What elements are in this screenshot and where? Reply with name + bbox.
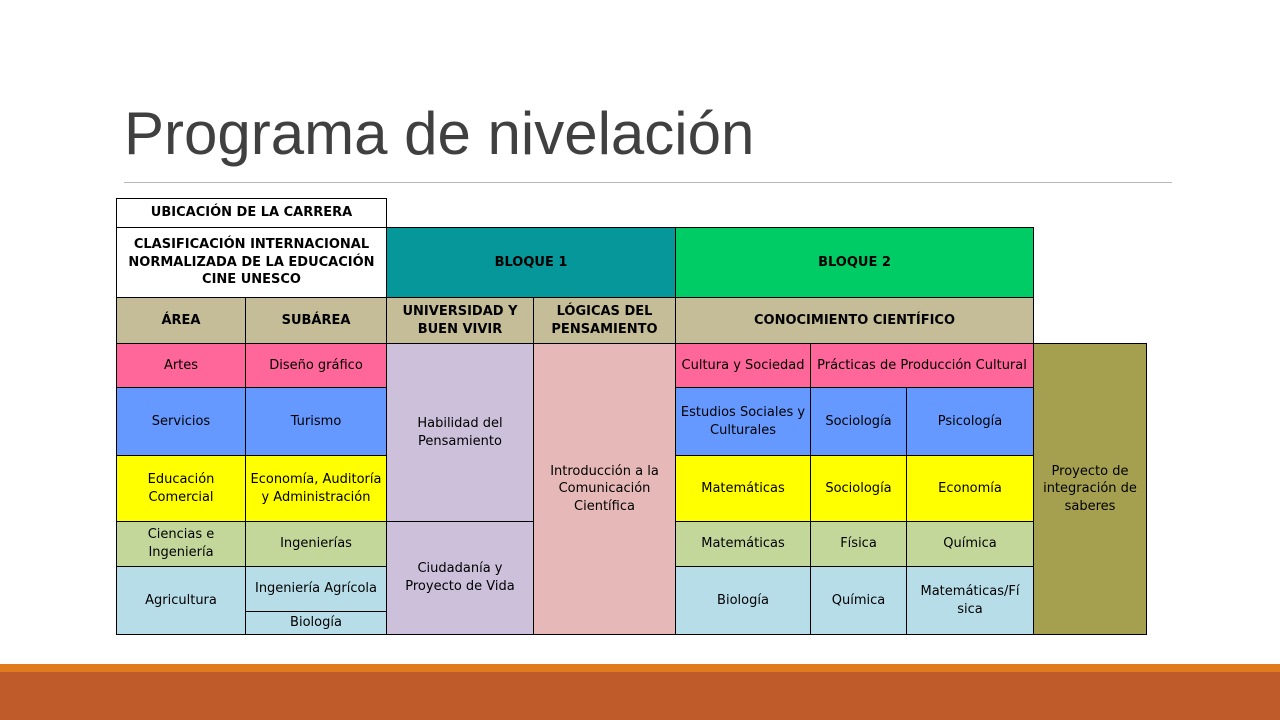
subject-cell: Cultura y Sociedad (676, 344, 811, 388)
clasificacion-header: CLASIFICACIÓN INTERNACIONAL NORMALIZADA DE LA EDUCACIÓN CINE UNESCO (117, 228, 387, 298)
area-cell: Servicios (117, 388, 246, 456)
subject-cell: Matemáticas/Fí sica (907, 567, 1034, 635)
title-divider (124, 182, 1172, 183)
subject-cell: Química (811, 567, 907, 635)
subarea-header: SUBÁREA (246, 298, 387, 344)
slide-title: Programa de nivelación (124, 100, 755, 167)
subject-cell: Matemáticas (676, 522, 811, 567)
program-table (116, 198, 1147, 635)
subject-cell: Economía (907, 456, 1034, 522)
logicas-header: LÓGICAS DEL PENSAMIENTO (534, 298, 676, 344)
subject-cell: Prácticas de Producción Cultural (811, 344, 1034, 388)
area-cell: Educación Comercial (117, 456, 246, 522)
ciudadania-cell: Ciudadanía y Proyecto de Vida (387, 522, 534, 635)
subarea-cell: Economía, Auditoría y Administración (246, 456, 387, 522)
bloque2-header: BLOQUE 2 (676, 228, 1034, 298)
habilidad-cell: Habilidad del Pensamiento (387, 344, 534, 522)
introduccion-cell: Introducción a la Comunicación Científica (534, 344, 676, 635)
subject-cell: Matemáticas (676, 456, 811, 522)
blank-cell (1034, 298, 1147, 344)
subject-cell: Química (907, 522, 1034, 567)
conocimiento-header: CONOCIMIENTO CIENTÍFICO (676, 298, 1034, 344)
area-cell: Ciencias e Ingeniería (117, 522, 246, 567)
subarea-cell: Diseño gráfico (246, 344, 387, 388)
area-cell: Agricultura (117, 567, 246, 635)
subject-cell: Psicología (907, 388, 1034, 456)
subject-cell: Biología (676, 567, 811, 635)
subarea-cell: Ingeniería Agrícola (246, 567, 387, 612)
footer-accent-bar (0, 664, 1280, 672)
footer-bar (0, 672, 1280, 720)
subarea-cell: Turismo (246, 388, 387, 456)
area-header: ÁREA (117, 298, 246, 344)
proyecto-cell: Proyecto de integración de saberes (1034, 344, 1147, 635)
area-cell: Artes (117, 344, 246, 388)
blank-cell (387, 199, 1147, 228)
bloque1-header: BLOQUE 1 (387, 228, 676, 298)
subject-cell: Física (811, 522, 907, 567)
subject-cell: Estudios Sociales y Culturales (676, 388, 811, 456)
subject-cell: Sociología (811, 388, 907, 456)
subarea-cell: Biología (246, 612, 387, 635)
ubicacion-header: UBICACIÓN DE LA CARRERA (117, 199, 387, 228)
subject-cell: Sociología (811, 456, 907, 522)
universidad-header: UNIVERSIDAD Y BUEN VIVIR (387, 298, 534, 344)
blank-cell (1034, 228, 1147, 298)
subarea-cell: Ingenierías (246, 522, 387, 567)
